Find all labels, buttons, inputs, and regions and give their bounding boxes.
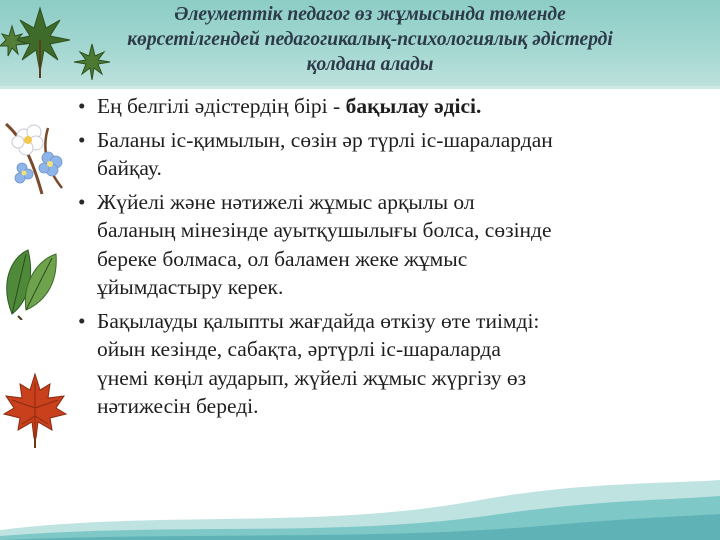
slide-title xyxy=(60,2,680,77)
bullet-4-line-3: үнемі көңіл аударып, жүйелі жұмыс жүргізу өз xyxy=(97,365,527,390)
title-line-3: қолдана алады xyxy=(306,54,434,75)
title-line-2: көрсетілгендей педагогикалық-психологиялық әдістерді xyxy=(127,29,613,50)
bullet-1-bold: бақылау әдісі. xyxy=(345,94,482,118)
header-divider xyxy=(0,86,720,89)
bullet-3-line-4: ұйымдастыру керек. xyxy=(97,275,284,299)
bullet-4-line-2: ойын кезінде, сабақта, әртүрлі іс-шараларда xyxy=(97,337,501,361)
bullet-item-4 xyxy=(78,307,698,421)
bullet-list xyxy=(78,92,698,421)
bullet-4-line-4: нәтижесін береді. xyxy=(97,394,259,418)
bullet-item-1 xyxy=(78,92,698,121)
green-leaf-icon xyxy=(4,244,60,320)
bullet-list-container xyxy=(78,92,698,426)
red-maple-leaf-icon xyxy=(2,372,68,450)
bottom-wave-decoration xyxy=(0,470,720,540)
bullet-2-line-2: байқау. xyxy=(97,156,162,180)
title-line-1: Әлеуметтік педагог өз жұмысында төменде xyxy=(174,4,566,25)
bullet-2-line-1: Баланы іс-қимылын, сөзін әр түрлі іс-шаралардан xyxy=(97,127,553,152)
bullet-1-text: Ең белгілі әдістердің бірі - xyxy=(97,94,346,118)
forget-me-not-flower-icon xyxy=(2,118,70,196)
bullet-item-2 xyxy=(78,126,698,183)
bullet-4-line-1: Бақылауды қалыпты жағдайда өткізу өте тиімді: xyxy=(97,308,540,333)
bullet-3-line-1: Жүйелі және нәтижелі жұмыс арқылы ол xyxy=(97,189,475,214)
bullet-item-3 xyxy=(78,188,698,302)
bullet-3-line-2: баланың мінезінде ауытқушылығы болса, сөзінде xyxy=(97,218,552,242)
bullet-3-line-3: береке болмаса, ол баламен жеке жұмыс xyxy=(97,246,468,271)
